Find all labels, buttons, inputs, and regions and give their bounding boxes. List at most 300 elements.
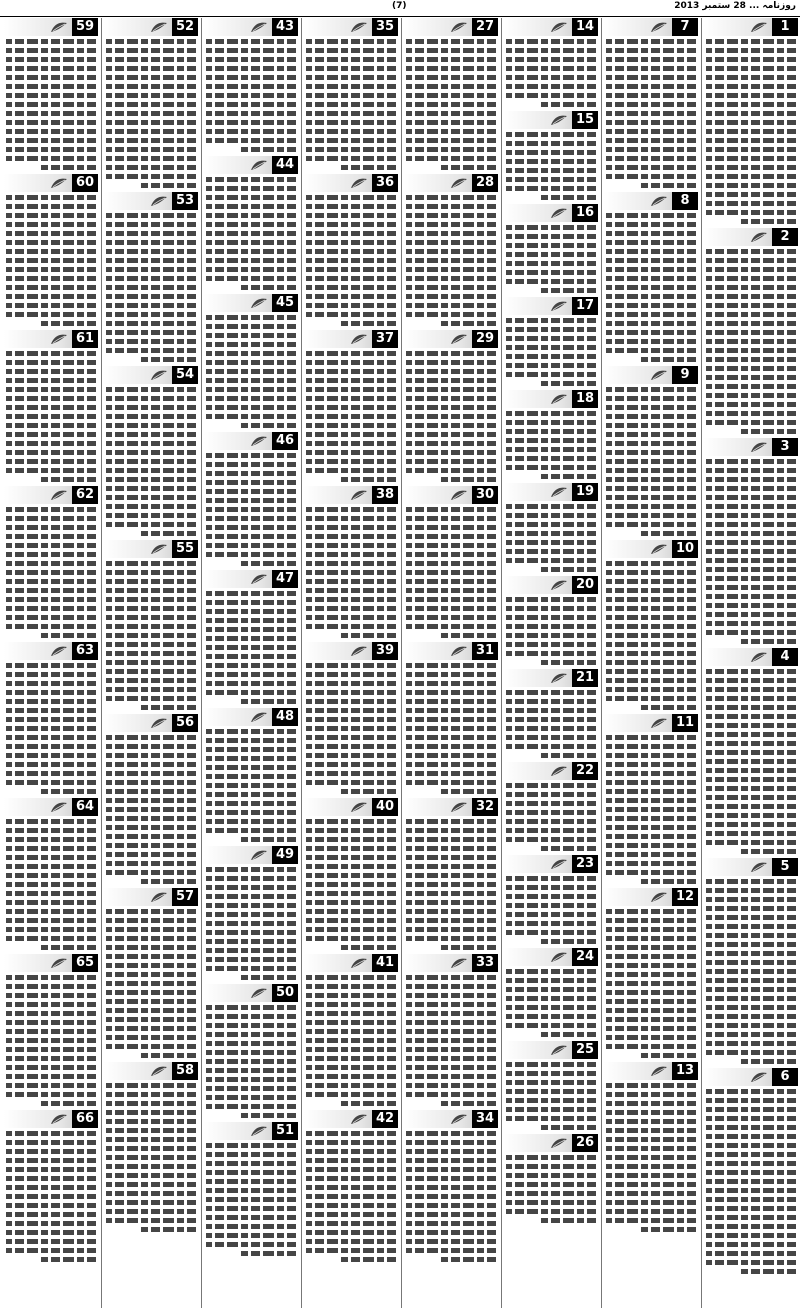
text-line: [640, 1053, 696, 1058]
text-line: [706, 1134, 796, 1139]
text-line: [106, 963, 196, 968]
text-line: [206, 765, 296, 770]
text-line: [606, 120, 696, 125]
notice-number: 31: [472, 642, 498, 660]
notice-block: [4, 642, 98, 794]
notice-body: [404, 975, 498, 1106]
text-line: [706, 732, 796, 737]
notice-header: [304, 642, 398, 660]
text-line: [340, 945, 396, 950]
text-line: [206, 876, 296, 881]
text-line: [206, 267, 296, 272]
text-line: [506, 372, 596, 377]
text-line: [406, 1221, 496, 1226]
notice-block: [504, 297, 598, 386]
text-line: [706, 504, 796, 509]
text-line: [106, 909, 196, 914]
notice-number: 16: [572, 204, 598, 222]
leaf-ornament-icon: [450, 177, 468, 189]
text-line: [206, 276, 296, 281]
text-line: [506, 318, 596, 323]
text-line: [406, 690, 496, 695]
text-line: [406, 213, 496, 218]
text-line: [506, 597, 596, 602]
column-divider: [501, 18, 502, 1308]
text-line: [6, 1212, 96, 1217]
text-line: [506, 411, 596, 416]
text-line: [406, 1065, 496, 1070]
notice-number: 57: [172, 888, 198, 906]
text-line: [6, 543, 96, 548]
notice-block: [704, 228, 798, 434]
notice-header: [4, 174, 98, 192]
notice-number: 14: [572, 18, 598, 36]
text-line: [606, 231, 696, 236]
text-line: [706, 1224, 796, 1229]
text-line: [340, 633, 396, 638]
text-line: [6, 258, 96, 263]
leaf-ornament-icon: [450, 21, 468, 33]
notice-body: [404, 819, 498, 950]
notice-block: [704, 648, 798, 854]
text-line: [406, 672, 496, 677]
text-line: [206, 387, 296, 392]
notice-block: [504, 111, 598, 200]
text-line: [606, 222, 696, 227]
notice-block: [204, 18, 298, 152]
text-line: [706, 768, 796, 773]
text-line: [506, 792, 596, 797]
text-line: [106, 843, 196, 848]
notice-block: [404, 330, 498, 482]
text-line: [506, 921, 596, 926]
notice-number: 37: [372, 330, 398, 348]
text-line: [606, 321, 696, 326]
text-line: [206, 57, 296, 62]
leaf-ornament-icon: [50, 645, 68, 657]
text-line: [606, 240, 696, 245]
text-line: [306, 231, 396, 236]
text-line: [540, 660, 596, 665]
text-line: [706, 1233, 796, 1238]
text-line: [306, 1140, 396, 1145]
leaf-ornament-icon: [750, 861, 768, 873]
notice-block: [204, 1122, 298, 1256]
notice-header: [404, 798, 498, 816]
notice-header: [304, 174, 398, 192]
text-line: [506, 1062, 596, 1067]
text-line: [406, 534, 496, 539]
text-line: [706, 969, 796, 974]
text-line: [406, 285, 496, 290]
notice-block: [504, 855, 598, 944]
leaf-ornament-icon: [450, 957, 468, 969]
text-line: [106, 624, 196, 629]
leaf-ornament-icon: [150, 195, 168, 207]
text-line: [706, 888, 796, 893]
notice-block: [504, 669, 598, 758]
notice-header: [204, 846, 298, 864]
text-line: [106, 147, 196, 152]
leaf-ornament-icon: [650, 1065, 668, 1077]
text-line: [740, 639, 796, 644]
text-line: [206, 204, 296, 209]
text-line: [706, 1125, 796, 1130]
text-line: [6, 1230, 96, 1235]
text-line: [6, 624, 96, 629]
text-line: [6, 1194, 96, 1199]
text-line: [206, 921, 296, 926]
notice-body: [204, 177, 298, 290]
text-line: [406, 351, 496, 356]
text-line: [206, 939, 296, 944]
text-line: [506, 894, 596, 899]
text-line: [706, 1242, 796, 1247]
notice-number: 36: [372, 174, 398, 192]
text-line: [106, 870, 196, 875]
text-line: [506, 717, 596, 722]
text-line: [106, 1182, 196, 1187]
text-line: [706, 420, 796, 425]
text-line: [6, 1092, 96, 1097]
notice-body: [404, 351, 498, 482]
text-line: [106, 222, 196, 227]
text-line: [740, 1269, 796, 1274]
text-line: [606, 1083, 696, 1088]
text-line: [6, 1065, 96, 1070]
text-line: [6, 1248, 96, 1253]
text-line: [506, 270, 596, 275]
column-divider: [601, 18, 602, 1308]
text-line: [206, 681, 296, 686]
text-line: [606, 138, 696, 143]
text-line: [506, 708, 596, 713]
notice-header: [404, 642, 498, 660]
text-line: [206, 819, 296, 824]
text-line: [306, 57, 396, 62]
notice-body: [504, 597, 598, 665]
text-line: [306, 828, 396, 833]
text-line: [606, 348, 696, 353]
leaf-ornament-icon: [50, 177, 68, 189]
text-line: [306, 1065, 396, 1070]
text-line: [106, 138, 196, 143]
notice-number: 30: [472, 486, 498, 504]
text-line: [106, 522, 196, 527]
text-line: [706, 1179, 796, 1184]
text-line: [506, 969, 596, 974]
notice-body: [604, 561, 698, 710]
text-line: [106, 945, 196, 950]
notice-header: [204, 1122, 298, 1140]
text-line: [406, 588, 496, 593]
text-line: [706, 696, 796, 701]
text-line: [506, 522, 596, 527]
text-line: [406, 507, 496, 512]
text-line: [406, 360, 496, 365]
text-line: [406, 1056, 496, 1061]
text-line: [306, 450, 396, 455]
text-line: [606, 414, 696, 419]
text-line: [606, 57, 696, 62]
text-line: [606, 147, 696, 152]
text-line: [606, 267, 696, 272]
text-line: [306, 66, 396, 71]
text-line: [106, 75, 196, 80]
text-line: [506, 876, 596, 881]
text-line: [106, 312, 196, 317]
text-line: [6, 1029, 96, 1034]
notice-number: 22: [572, 762, 598, 780]
text-line: [540, 381, 596, 386]
text-line: [6, 708, 96, 713]
text-line: [406, 378, 496, 383]
text-line: [6, 84, 96, 89]
text-line: [6, 1167, 96, 1172]
text-line: [106, 1044, 196, 1049]
notice-body: [204, 1143, 298, 1256]
text-line: [206, 1215, 296, 1220]
notice-block: [704, 1068, 798, 1274]
text-line: [6, 606, 96, 611]
text-line: [6, 231, 96, 236]
text-line: [506, 261, 596, 266]
text-line: [6, 294, 96, 299]
notice-body: [604, 39, 698, 188]
text-line: [406, 93, 496, 98]
text-line: [606, 1092, 696, 1097]
text-line: [306, 120, 396, 125]
notice-header: [4, 954, 98, 972]
text-line: [206, 231, 296, 236]
text-line: [140, 531, 196, 536]
text-line: [140, 1227, 196, 1232]
leaf-ornament-icon: [650, 717, 668, 729]
text-line: [706, 540, 796, 545]
text-line: [106, 504, 196, 509]
notice-body: [304, 975, 398, 1106]
text-line: [606, 258, 696, 263]
text-line: [306, 543, 396, 548]
notice-header: [204, 18, 298, 36]
notice-header: [504, 111, 598, 129]
leaf-ornament-icon: [550, 765, 568, 777]
text-line: [606, 486, 696, 491]
notice-column: [4, 18, 98, 1308]
text-line: [306, 984, 396, 989]
text-line: [306, 1203, 396, 1208]
text-line: [6, 780, 96, 785]
text-line: [6, 129, 96, 134]
text-line: [506, 513, 596, 518]
text-line: [406, 780, 496, 785]
text-line: [6, 351, 96, 356]
text-line: [206, 534, 296, 539]
text-line: [406, 75, 496, 80]
notice-header: [704, 648, 798, 666]
text-line: [306, 690, 396, 695]
text-line: [406, 432, 496, 437]
text-line: [206, 894, 296, 899]
notice-header: [104, 18, 198, 36]
text-line: [506, 429, 596, 434]
text-line: [640, 705, 696, 710]
leaf-ornament-icon: [550, 951, 568, 963]
text-line: [306, 1083, 396, 1088]
text-line: [306, 468, 396, 473]
notice-block: [204, 984, 298, 1118]
text-line: [740, 1059, 796, 1064]
text-line: [306, 672, 396, 677]
text-line: [506, 141, 596, 146]
text-line: [606, 954, 696, 959]
text-line: [606, 1137, 696, 1142]
text-line: [206, 471, 296, 476]
text-line: [406, 1158, 496, 1163]
text-line: [106, 588, 196, 593]
leaf-ornament-icon: [50, 21, 68, 33]
text-line: [306, 726, 396, 731]
text-line: [440, 1101, 496, 1106]
text-line: [706, 603, 796, 608]
text-line: [206, 111, 296, 116]
text-line: [406, 855, 496, 860]
text-line: [406, 927, 496, 932]
text-line: [306, 129, 396, 134]
text-line: [406, 1092, 496, 1097]
text-line: [306, 900, 396, 905]
text-line: [706, 258, 796, 263]
notice-number: 51: [272, 1122, 298, 1140]
text-line: [406, 744, 496, 749]
text-line: [606, 294, 696, 299]
text-line: [6, 459, 96, 464]
notice-block: [204, 708, 298, 842]
text-line: [306, 1176, 396, 1181]
text-line: [606, 165, 696, 170]
text-line: [440, 477, 496, 482]
text-line: [6, 1083, 96, 1088]
notice-block: [604, 888, 698, 1058]
text-line: [206, 1104, 296, 1109]
text-line: [206, 774, 296, 779]
text-line: [506, 150, 596, 155]
text-line: [506, 996, 596, 1001]
text-line: [706, 897, 796, 902]
notice-header: [704, 858, 798, 876]
text-line: [506, 438, 596, 443]
notice-body: [304, 663, 398, 794]
text-line: [606, 918, 696, 923]
text-line: [606, 1200, 696, 1205]
text-line: [406, 900, 496, 905]
text-line: [206, 690, 296, 695]
text-line: [706, 330, 796, 335]
text-line: [606, 303, 696, 308]
leaf-ornament-icon: [450, 801, 468, 813]
text-line: [540, 1218, 596, 1223]
notice-block: [204, 294, 298, 428]
notice-body: [504, 318, 598, 386]
text-line: [106, 1092, 196, 1097]
notice-body: [404, 507, 498, 638]
text-line: [606, 1017, 696, 1022]
text-line: [306, 891, 396, 896]
text-line: [306, 276, 396, 281]
text-line: [606, 678, 696, 683]
text-line: [606, 780, 696, 785]
text-line: [506, 1200, 596, 1205]
text-line: [406, 450, 496, 455]
notice-body: [104, 561, 198, 710]
text-line: [706, 594, 796, 599]
text-line: [206, 1023, 296, 1028]
notice-body: [304, 819, 398, 950]
text-line: [506, 690, 596, 695]
text-line: [306, 1221, 396, 1226]
text-line: [206, 102, 296, 107]
notice-block: [404, 174, 498, 326]
text-line: [340, 321, 396, 326]
text-line: [306, 552, 396, 557]
notice-body: [504, 876, 598, 944]
text-line: [406, 231, 496, 236]
text-line: [6, 927, 96, 932]
text-line: [206, 1170, 296, 1175]
text-line: [606, 111, 696, 116]
text-line: [6, 57, 96, 62]
text-line: [106, 1137, 196, 1142]
notice-column: [104, 18, 198, 1308]
notice-number: 17: [572, 297, 598, 315]
text-line: [206, 39, 296, 44]
text-line: [506, 447, 596, 452]
text-line: [306, 111, 396, 116]
text-line: [606, 570, 696, 575]
text-line: [706, 1215, 796, 1220]
text-line: [6, 195, 96, 200]
notice-block: [304, 798, 398, 950]
text-line: [306, 753, 396, 758]
text-line: [406, 423, 496, 428]
text-line: [206, 663, 296, 668]
leaf-ornament-icon: [150, 369, 168, 381]
text-line: [40, 477, 96, 482]
text-line: [540, 474, 596, 479]
notice-block: [304, 954, 398, 1106]
leaf-ornament-icon: [350, 1113, 368, 1125]
text-line: [206, 1143, 296, 1148]
text-line: [606, 834, 696, 839]
text-line: [406, 552, 496, 557]
text-line: [6, 75, 96, 80]
text-line: [706, 48, 796, 53]
text-line: [106, 918, 196, 923]
text-line: [740, 219, 796, 224]
text-line: [306, 837, 396, 842]
text-line: [406, 699, 496, 704]
notice-body: [104, 909, 198, 1058]
text-line: [206, 1242, 296, 1247]
text-line: [406, 918, 496, 923]
text-line: [306, 873, 396, 878]
notice-block: [304, 330, 398, 482]
notice-number: 25: [572, 1041, 598, 1059]
notice-header: [404, 174, 498, 192]
text-line: [306, 240, 396, 245]
text-line: [606, 1128, 696, 1133]
text-line: [540, 102, 596, 107]
